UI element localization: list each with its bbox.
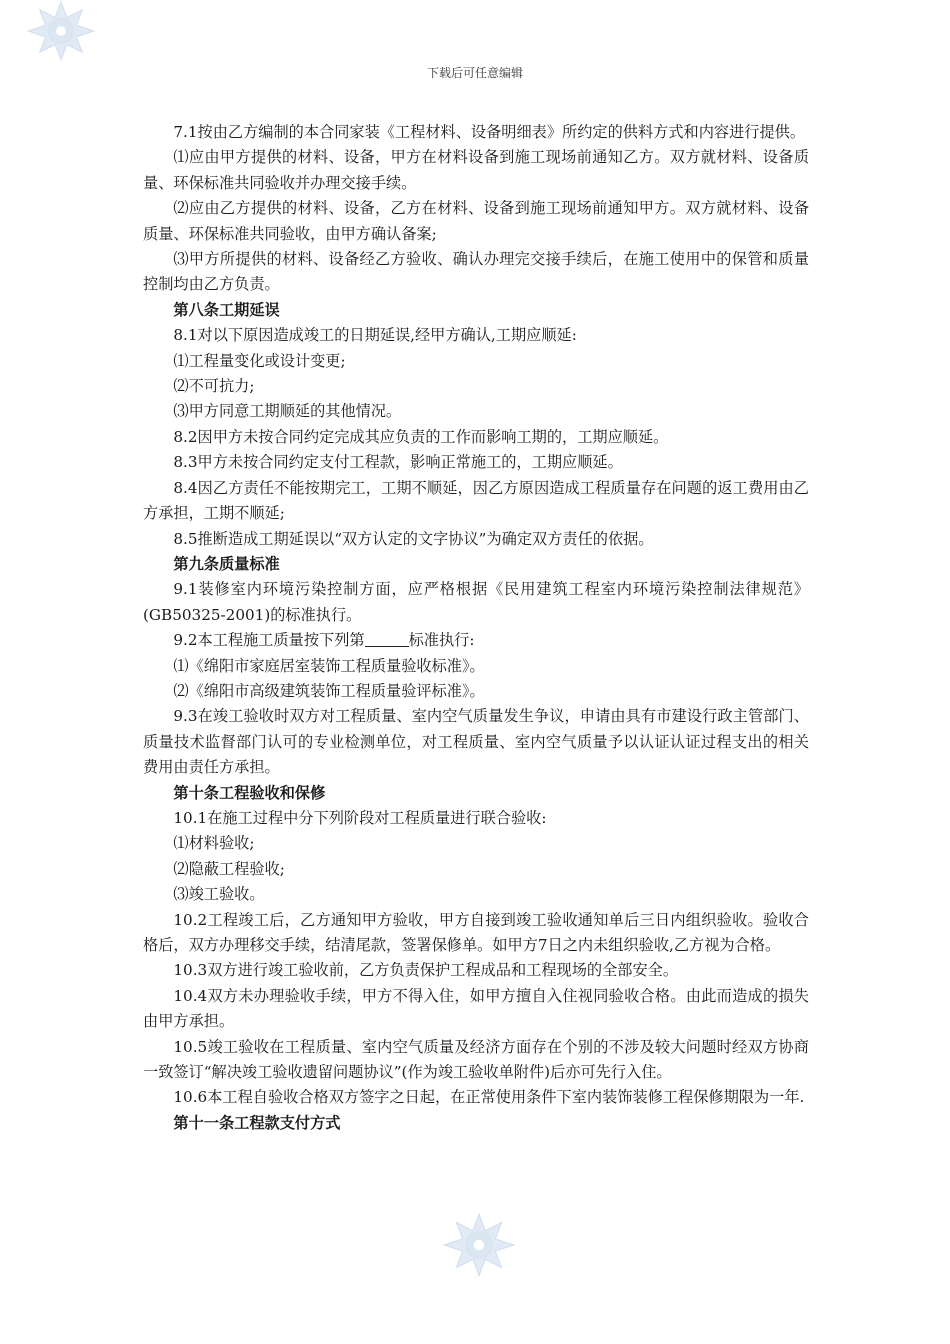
clause-paragraph: ⑴应由甲方提供的材料、设备，甲方在材料设备到施工现场前通知乙方。双方就材料、设备质量、环保标准共同验收并办理交接手续。 bbox=[143, 148, 809, 192]
clause-paragraph: 9.3在竣工验收时双方对工程质量、室内空气质量发生争议，申请由具有市建设行政主管部门、质量技术监督部门认可的专业检测单位，对工程质量、室内空气质量予以认证认证过程支出的相关费用由责任方承担。 bbox=[143, 707, 809, 777]
clause-paragraph: 10.6本工程自验收合格双方签字之日起，在正常使用条件下室内装饰装修工程保修期限为一年. bbox=[173, 1088, 805, 1107]
clause-paragraph: ⑴材料验收; bbox=[173, 834, 255, 853]
section-heading: 第十条工程验收和保修 bbox=[173, 783, 326, 802]
clause-paragraph: ⑵隐蔽工程验收; bbox=[173, 859, 285, 878]
clause-paragraph: 10.1在施工过程中分下列阶段对工程质量进行联合验收: bbox=[173, 808, 547, 827]
clause-paragraph: 8.2因甲方未按合同约定完成其应负责的工作而影响工期的，工期应顺延。 bbox=[173, 427, 669, 446]
clause-paragraph: 9.1装修室内环境污染控制方面，应严格根据《民用建筑工程室内环境污染控制法律规范》(GB50325-2001)的标准执行。 bbox=[143, 580, 809, 624]
clause-paragraph: 10.2工程竣工后，乙方通知甲方验收，甲方自接到竣工验收通知单后三日内组织验收。验收合格后，双方办理移交手续，结清尾款，签署保修单。如甲方7日之内未组织验收,乙方视为合格。 bbox=[143, 910, 809, 954]
snowflake-watermark-icon bbox=[438, 1210, 520, 1280]
clause-text-before: 9.2本工程施工质量按下列第 bbox=[173, 631, 365, 650]
clause-paragraph: ⑴《绵阳市家庭居室装饰工程质量验收标准》。 bbox=[173, 656, 485, 675]
clause-paragraph: ⑶甲方所提供的材料、设备经乙方验收、确认办理完交接手续后，在施工使用中的保管和质量控制均由乙方负责。 bbox=[143, 250, 809, 294]
section-heading: 第九条质量标准 bbox=[173, 554, 280, 573]
clause-paragraph: 8.5推断造成工期延误以“双方认定的文字协议”为确定双方责任的依据。 bbox=[173, 529, 654, 548]
section-heading: 第十一条工程款支付方式 bbox=[173, 1113, 341, 1132]
snowflake-watermark-icon bbox=[22, 0, 100, 62]
fill-in-blank[interactable] bbox=[365, 631, 409, 647]
clause-paragraph: ⑶竣工验收。 bbox=[173, 885, 265, 904]
document-body bbox=[143, 120, 809, 1136]
clause-paragraph: 10.4双方未办理验收手续，甲方不得入住，如甲方擅自入住视同验收合格。由此而造成的损失由甲方承担。 bbox=[143, 986, 809, 1031]
section-heading: 第八条工期延误 bbox=[173, 300, 280, 319]
clause-paragraph: ⑴工程量变化或设计变更; bbox=[173, 351, 346, 370]
header-note: 下载后可任意编辑 bbox=[426, 66, 523, 80]
clause-paragraph bbox=[143, 628, 809, 653]
clause-paragraph: ⑵应由乙方提供的材料、设备，乙方在材料、设备到施工现场前通知甲方。双方就材料、设备质量、环保标准共同验收，由甲方确认备案; bbox=[143, 199, 809, 243]
clause-paragraph: 7.1按由乙方编制的本合同家装《工程材料、设备明细表》所约定的供料方式和内容进行提供。 bbox=[173, 123, 806, 141]
clause-paragraph: 8.4因乙方责任不能按期完工，工期不顺延，因乙方原因造成工程质量存在问题的返工费用由乙方承担，工期不顺延; bbox=[143, 478, 809, 523]
clause-paragraph: 8.1对以下原因造成竣工的日期延误,经甲方确认,工期应顺延: bbox=[173, 326, 577, 345]
clause-paragraph: 10.5竣工验收在工程质量、室内空气质量及经济方面存在个别的不涉及较大问题时经双方协商一致签订“解决竣工验收遗留问题协议”(作为竣工验收单附件)后亦可先行入住。 bbox=[143, 1037, 809, 1082]
clause-paragraph: ⑵不可抗力; bbox=[173, 377, 255, 396]
clause-text-after: 标准执行: bbox=[408, 631, 475, 650]
clause-paragraph: 10.3双方进行竣工验收前，乙方负责保护工程成品和工程现场的全部安全。 bbox=[173, 961, 679, 980]
clause-paragraph: ⑵《绵阳市高级建筑装饰工程质量验评标准》。 bbox=[173, 681, 485, 700]
clause-paragraph: ⑶甲方同意工期顺延的其他情况。 bbox=[173, 402, 402, 421]
clause-paragraph: 8.3甲方未按合同约定支付工程款，影响正常施工的，工期应顺延。 bbox=[173, 453, 623, 472]
